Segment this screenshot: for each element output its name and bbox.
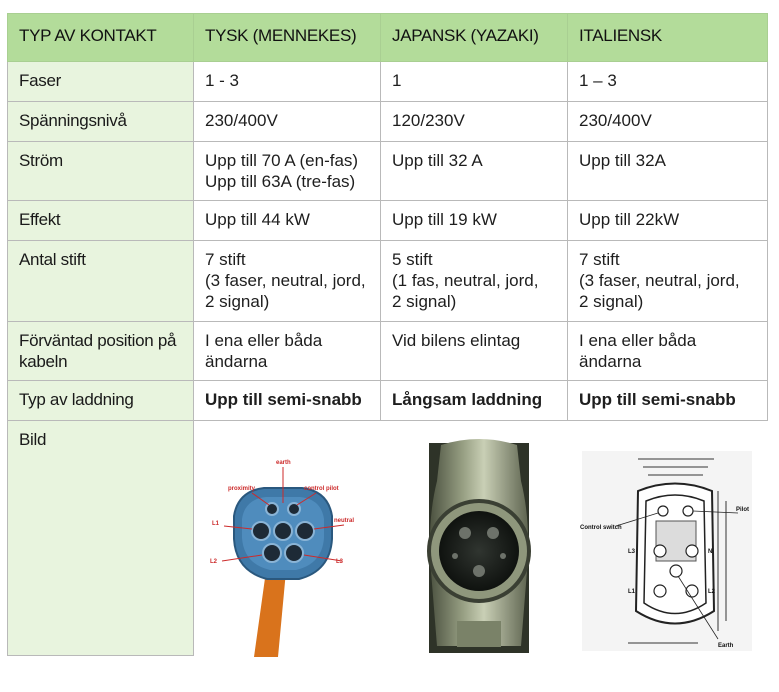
table-cell: Upp till 22kW [568, 201, 768, 241]
table-cell: 1 – 3 [568, 62, 768, 102]
table-cell: Upp till 19 kW [381, 201, 568, 241]
header-japanese-yazaki: JAPANSK (YAZAKI) [381, 14, 568, 62]
table-cell: I ena eller båda ändarna [568, 322, 768, 381]
table-cell: 1 [381, 62, 568, 102]
label-earth: earth [276, 460, 291, 466]
label-l3: L3 [628, 549, 636, 555]
label-control-pilot: control pilot [304, 486, 339, 492]
table-cell: Upp till semi-snabb [194, 381, 381, 421]
table-cell: Långsam laddning [381, 381, 568, 421]
header-italian: ITALIENSK [568, 14, 768, 62]
label-n: N [708, 549, 713, 555]
italian-connector-image [568, 421, 768, 656]
row-label: Effekt [8, 201, 194, 241]
mennekes-connector-illustration [194, 421, 381, 657]
connector-socket [439, 511, 519, 591]
table-row [8, 142, 768, 201]
header-connector-type: TYP AV KONTAKT [8, 14, 194, 62]
label-pilot: Pilot [736, 507, 749, 513]
row-label: Förväntad position på kabeln [8, 322, 194, 381]
row-label: Ström [8, 142, 194, 201]
table-cell: 120/230V [381, 102, 568, 142]
table-cell: Upp till 32A [568, 142, 768, 201]
yazaki-connector-image [381, 421, 568, 656]
label-earth: Earth [718, 643, 734, 649]
label-control-switch: Control switch [580, 525, 622, 531]
table-row [8, 381, 768, 421]
table-cell: 7 stift (3 faser, neutral, jord, 2 signal) [194, 241, 381, 322]
table-cell: 230/400V [568, 102, 768, 142]
row-label: Faser [8, 62, 194, 102]
label-proximity: proximity [228, 486, 256, 492]
header-german-mennekes: TYSK (MENNEKES) [194, 14, 381, 62]
mennekes-connector-image [194, 421, 381, 656]
table-cell: 1 - 3 [194, 62, 381, 102]
connector-comparison-table [7, 13, 768, 656]
label-neutral: neutral [334, 518, 355, 524]
label-l2: L2 [708, 589, 716, 595]
table-cell: Upp till 70 A (en-fas) Upp till 63A (tre-fas) [194, 142, 381, 201]
table-row [8, 102, 768, 142]
row-label: Antal stift [8, 241, 194, 322]
italian-connector-drawing [568, 421, 768, 657]
table-row [8, 62, 768, 102]
row-label: Spänningsnivå [8, 102, 194, 142]
table-cell: Upp till 44 kW [194, 201, 381, 241]
table-header-row [8, 14, 768, 62]
table-cell: Upp till 32 A [381, 142, 568, 201]
latch [457, 621, 501, 647]
table-row [8, 201, 768, 241]
table-cell: 7 stift (3 faser, neutral, jord, 2 signal) [568, 241, 768, 322]
label-l3: L3 [336, 559, 344, 565]
yazaki-connector-illustration [381, 421, 568, 657]
label-l2: L2 [210, 559, 218, 565]
table-cell: 230/400V [194, 102, 381, 142]
table-row [8, 241, 768, 322]
table-cell: Vid bilens elintag [381, 322, 568, 381]
image-row [8, 421, 768, 656]
table-cell: 5 stift (1 fas, neutral, jord, 2 signal) [381, 241, 568, 322]
table-cell: I ena eller båda ändarna [194, 322, 381, 381]
label-l1: L1 [628, 589, 636, 595]
table-row [8, 322, 768, 381]
row-label: Bild [8, 421, 194, 656]
table-cell: Upp till semi-snabb [568, 381, 768, 421]
row-label: Typ av laddning [8, 381, 194, 421]
label-l1: L1 [212, 521, 220, 527]
